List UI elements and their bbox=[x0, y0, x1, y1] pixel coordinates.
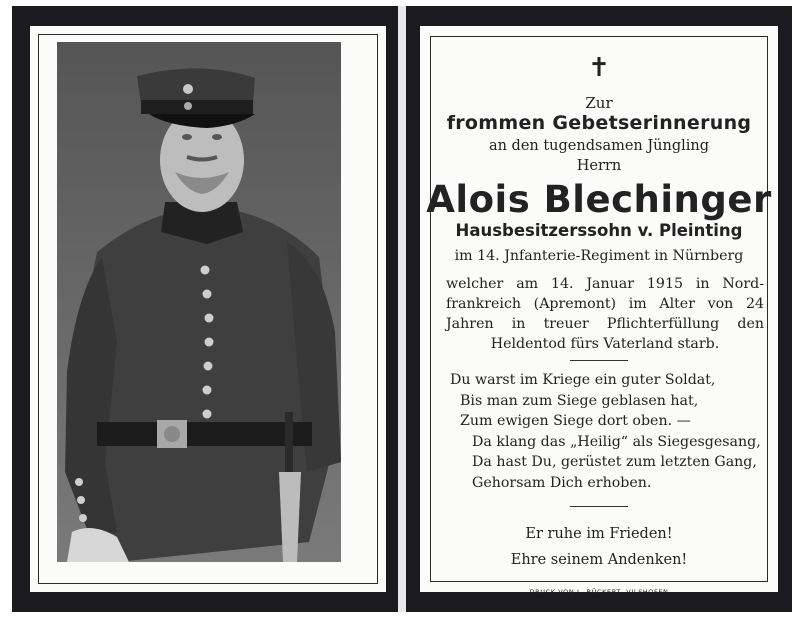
poem-line: Du warst im Kriege ein guter Soldat, bbox=[450, 372, 716, 388]
right-panel bbox=[406, 6, 792, 612]
death-paragraph bbox=[446, 274, 764, 354]
poem bbox=[450, 370, 760, 493]
intro-zur: Zur bbox=[585, 94, 613, 112]
poem-line: Gehorsam Dich erhoben. bbox=[472, 474, 652, 491]
text-card bbox=[420, 26, 778, 596]
poem-line: Bis man zum Siege geblasen hat, bbox=[460, 392, 699, 409]
intro-title: frommen Gebetserinnerung bbox=[446, 112, 752, 134]
soldier-portrait bbox=[57, 42, 341, 562]
left-panel bbox=[12, 6, 398, 612]
poem-line: Zum ewigen Siege dort oben. — bbox=[460, 413, 691, 429]
photo-card bbox=[30, 26, 386, 592]
soldier-illustration bbox=[57, 42, 341, 562]
printer-imprint: DRUCK VON L. RÜCKERT, VILSHOFEN bbox=[529, 588, 669, 596]
cross-icon: ✝ bbox=[588, 53, 610, 83]
intro-herrn: Herrn bbox=[576, 158, 622, 174]
death-line: welcher am 14. Januar 1915 in Nord- bbox=[446, 276, 764, 292]
deceased-name: Alois Blechinger bbox=[426, 178, 772, 221]
poem-line: Da hast Du, gerüstet zum letzten Gang, bbox=[472, 454, 757, 470]
memorial-text bbox=[420, 26, 778, 596]
divider bbox=[570, 506, 628, 507]
divider bbox=[570, 360, 628, 361]
occupation: Hausbesitzerssohn v. Pleinting bbox=[455, 221, 743, 240]
closing-honor: Ehre seinem Andenken! bbox=[510, 552, 688, 568]
poem-line: Da klang das „Heilig“ als Siegesgesang, bbox=[472, 433, 761, 450]
regiment: im 14. Jnfanterie-Regiment in Nürnberg bbox=[454, 248, 744, 264]
card-fold bbox=[398, 6, 406, 612]
death-line: Heldentod fürs Vaterland starb. bbox=[490, 336, 720, 352]
intro-line: an den tugendsamen Jüngling bbox=[488, 138, 710, 154]
death-line: frankreich (Apremont) im Alter von 24 bbox=[446, 296, 764, 312]
death-line: Jahren in treuer Pflichterfüllung den bbox=[446, 316, 764, 332]
closing-rest: Er ruhe im Frieden! bbox=[525, 526, 673, 542]
